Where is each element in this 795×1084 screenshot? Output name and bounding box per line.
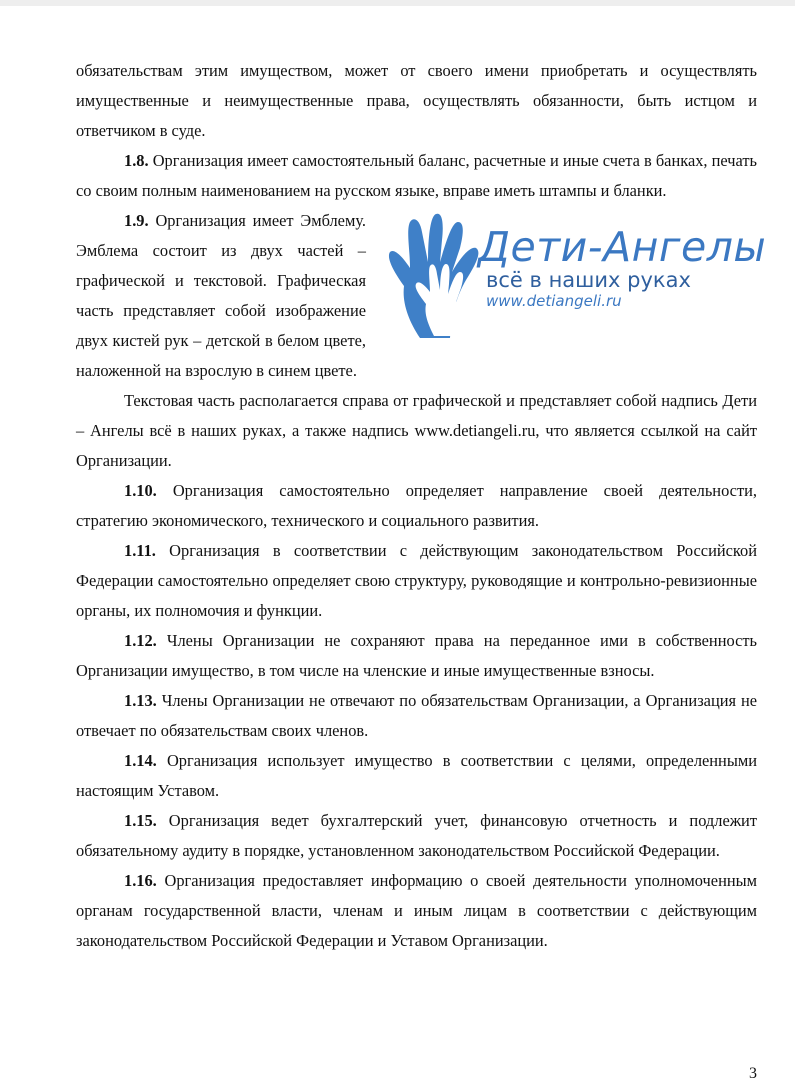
paragraph-continuation — [76, 56, 757, 146]
document-page — [76, 56, 767, 956]
paragraph-text: Организация имеет Эмблему. Эмблема состоит из двух частей – графической и текстовой. Графическая часть представляет собой изображение двух кистей рук – детской в белом цвете, наложенной на взрослую в синем цвете. — [76, 211, 366, 380]
paragraph-number: 1.9. — [124, 211, 149, 230]
paragraph-1-12 — [76, 626, 757, 686]
paragraph-text: Организация имеет самостоятельный баланс, расчетные и иные счета в банках, печать со своим полным наименованием на русском языке, вправе иметь штампы и бланки. — [76, 151, 757, 200]
paragraph-number: 1.16. — [124, 871, 157, 890]
paragraph-number: 1.8. — [124, 151, 149, 170]
paragraph-number: 1.10. — [124, 481, 157, 500]
paragraph-1-15 — [76, 806, 757, 866]
logo-title: Дети-Ангелы — [478, 223, 767, 271]
paragraph-text: обязательствам этим имуществом, может от своего имени приобретать и осуществлять имущественные и неимущественные права, осуществлять обязанности, быть истцом и ответчиком в суде. — [76, 61, 757, 140]
paragraph-1-11 — [76, 536, 757, 626]
paragraph-emblem-text — [76, 386, 757, 476]
paragraph-text: Организация предоставляет информацию о своей деятельности уполномоченным органам государственной власти, членам и иным лицам в соответствии с действующим законодательством Российской Федерации и Уставом Организации. — [76, 871, 757, 950]
paragraph-text: Организация в соответствии с действующим законодательством Российской Федерации самостоятельно определяет свою структуру, руководящие и контрольно-ревизионные органы, их полномочия и функции. — [76, 541, 757, 620]
logo-url: www.detiangeli.ru — [486, 292, 622, 310]
paragraph-text: Организация самостоятельно определяет направление своей деятельности, стратегию экономического, технического и социального развития. — [76, 481, 757, 530]
paragraph-1-16 — [76, 866, 757, 956]
paragraph-number: 1.13. — [124, 691, 157, 710]
emblem-section — [76, 206, 767, 386]
logo-subtitle: всё в наших руках — [486, 268, 691, 292]
top-edge — [0, 0, 795, 6]
page-number: 3 — [749, 1065, 757, 1082]
paragraph-number: 1.11. — [124, 541, 156, 560]
paragraph-1-8 — [76, 146, 757, 206]
paragraph-number: 1.12. — [124, 631, 157, 650]
paragraph-1-14 — [76, 746, 757, 806]
paragraph-text: Организация ведет бухгалтерский учет, финансовую отчетность и подлежит обязательному аудиту в порядке, установленном законодательством Российской Федерации. — [76, 811, 757, 860]
paragraph-text: Текстовая часть располагается справа от графической и представляет собой надпись Дети – Ангелы всё в наших руках, а также надпись www.detiangeli.ru, что является ссылкой на сайт Организации. — [76, 391, 757, 470]
paragraph-text: Организация использует имущество в соответствии с целями, определенными настоящим Уставом. — [76, 751, 757, 800]
paragraph-1-13 — [76, 686, 757, 746]
hands-icon — [380, 210, 490, 340]
paragraph-text: Члены Организации не отвечают по обязательствам Организации, а Организация не отвечает по обязательствам своих членов. — [76, 691, 757, 740]
organization-logo — [380, 210, 775, 340]
paragraph-number: 1.14. — [124, 751, 157, 770]
paragraph-1-10 — [76, 476, 757, 536]
paragraph-number: 1.15. — [124, 811, 157, 830]
paragraph-text: Члены Организации не сохраняют права на переданное ими в собственность Организации имущество, в том числе на членские и иные имущественные взносы. — [76, 631, 757, 680]
